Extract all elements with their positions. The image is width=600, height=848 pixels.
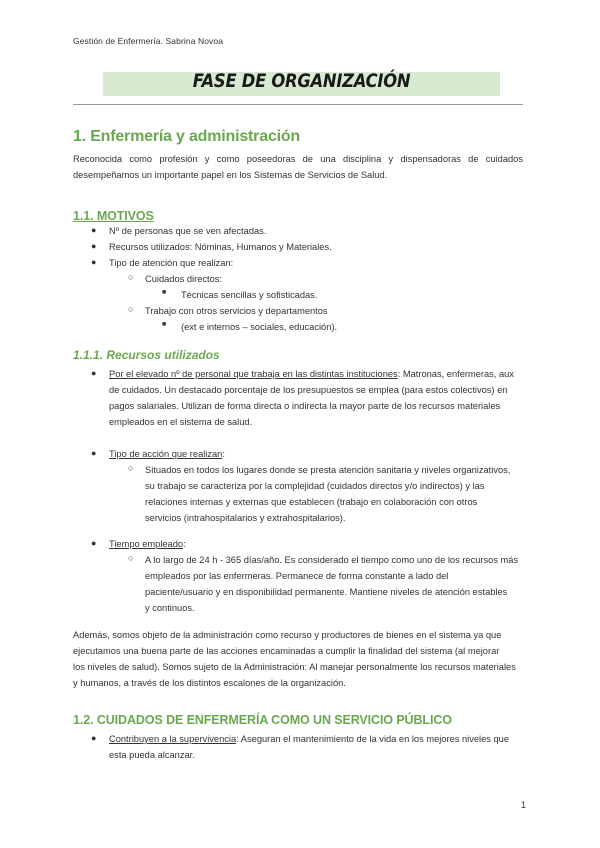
motivos-subitem: Trabajo con otros servicios y departamentos: [145, 306, 328, 316]
bullet-dot-icon: ●: [91, 257, 97, 267]
recursos-item-personal: [109, 366, 523, 382]
section-1-2-heading: 1.2. CUIDADOS DE ENFERMERÍA COMO UN SERVICIO PÚBLICO: [73, 713, 452, 727]
tiempo-text: paciente/usuario y en disponibilidad permanente. Mantiene niveles de atención estables: [145, 587, 508, 597]
page-number: 1: [521, 800, 527, 810]
motivos-subitem: Cuidados directos:: [145, 274, 222, 284]
closing-paragraph-line: ejecutamos una buena parte de las acciones encaminadas a cumplir la finalidad del sistema (al mejorar: [73, 646, 500, 656]
servicio-item-text: : Aseguran el mantenimiento de la vida en los mejores niveles que: [236, 734, 510, 744]
closing-paragraph-line: Además, somos objeto de la administración como recurso y productores de bienes en el sistema ya que: [73, 630, 502, 640]
label-colon: :: [222, 449, 225, 459]
servicio-item-label: Contribuyen a la supervivencia: [109, 734, 237, 744]
motivos-subsubitem: Técnicas sencillas y sofisticadas.: [181, 290, 318, 300]
bullet-square-icon: ■: [162, 289, 167, 296]
closing-paragraph-line: y humanos, a través de los distintos escalones de la organización.: [73, 678, 346, 688]
tiempo-text: empleados por las enfermeras. Permanece de forma constante a lado del: [145, 571, 449, 581]
section-1-intro: Reconocida como profesión y como poseedoras de una disciplina y dispensadoras de cuidados desempeñamos un importante papel en los Sistemas de Servicios de Salud.: [73, 154, 523, 181]
page-title: FASE DE ORGANIZACIÓN: [192, 70, 411, 92]
recursos-item-accion: [109, 446, 225, 462]
recursos-item-label: Por el elevado nº de personal que trabaja en las distintas instituciones: [109, 369, 398, 379]
section-1-heading: 1. Enfermería y administración: [73, 128, 300, 145]
accion-text: servicios (intrahospitalarios y extrahospitalarios).: [145, 513, 346, 523]
recursos-item-text: pagos salariales. Utilizan de forma directa o indirecta la mayor parte de los recursos materiales: [109, 401, 501, 411]
bullet-dot-icon: ●: [91, 225, 97, 235]
accion-text: relaciones internas y externas que establecen (trabajo en colaboración con otros: [145, 497, 478, 507]
accion-text: Situados en todos los lugares donde se presta atención sanitaria y niveles organizativos,: [145, 465, 511, 475]
recursos-item-label: Tiempo empleado: [109, 539, 184, 549]
bullet-dot-icon: ●: [91, 448, 97, 458]
section-1-1-1-heading: 1.1.1. Recursos utilizados: [73, 348, 220, 362]
motivos-subsubitem: (ext e internos – sociales, educación).: [181, 322, 338, 332]
bullet-dot-icon: ●: [91, 368, 97, 378]
title-divider: [73, 104, 523, 105]
recursos-item-tiempo: [109, 536, 186, 552]
recursos-item-text: de cuidados. Un destacado porcentaje de los presupuestos se emplea (para estos colectivos) en: [109, 385, 508, 395]
tiempo-text: A lo largo de 24 h - 365 días/año. Es considerado el tiempo como uno de los recursos más: [145, 555, 519, 565]
motivos-item: Nº de personas que se ven afectadas.: [109, 226, 267, 236]
bullet-circle-icon: ○: [128, 304, 134, 314]
closing-paragraph-line: los niveles de salud). Somos sujeto de la Administración: Al manejar personalmente los recursos materiales: [73, 662, 516, 672]
header-note: Gestión de Enfermería. Sabrina Novoa: [73, 36, 224, 46]
bullet-dot-icon: ●: [91, 733, 97, 743]
servicio-item: [109, 731, 509, 747]
accion-text: su trabajo se caracteriza por la complejidad (cuidados directos y/o indirectos) y las: [145, 481, 485, 491]
bullet-circle-icon: ○: [128, 272, 134, 282]
bullet-dot-icon: ●: [91, 241, 97, 251]
servicio-item-text: esta pueda alcanzar.: [109, 750, 195, 760]
section-1-1-heading: [73, 209, 154, 223]
label-colon: :: [183, 539, 186, 549]
bullet-square-icon: ■: [162, 321, 167, 328]
bullet-dot-icon: ●: [91, 538, 97, 548]
recursos-item-text: : Matronas, enfermeras, aux: [397, 369, 514, 379]
tiempo-text: y continuos.: [145, 603, 195, 613]
section-1-1-heading-text: 1.1. MOTIVOS: [73, 209, 154, 223]
motivos-item: Tipo de atención que realizan:: [109, 258, 234, 268]
recursos-item-text: empleados en el sistema de salud.: [109, 417, 253, 427]
bullet-circle-icon: ○: [128, 463, 134, 473]
bullet-circle-icon: ○: [128, 553, 134, 563]
motivos-item: Recursos utilizados: Nóminas, Humanos y Materiales.: [109, 242, 332, 252]
recursos-item-label: Tipo de acción que realizan: [109, 449, 223, 459]
